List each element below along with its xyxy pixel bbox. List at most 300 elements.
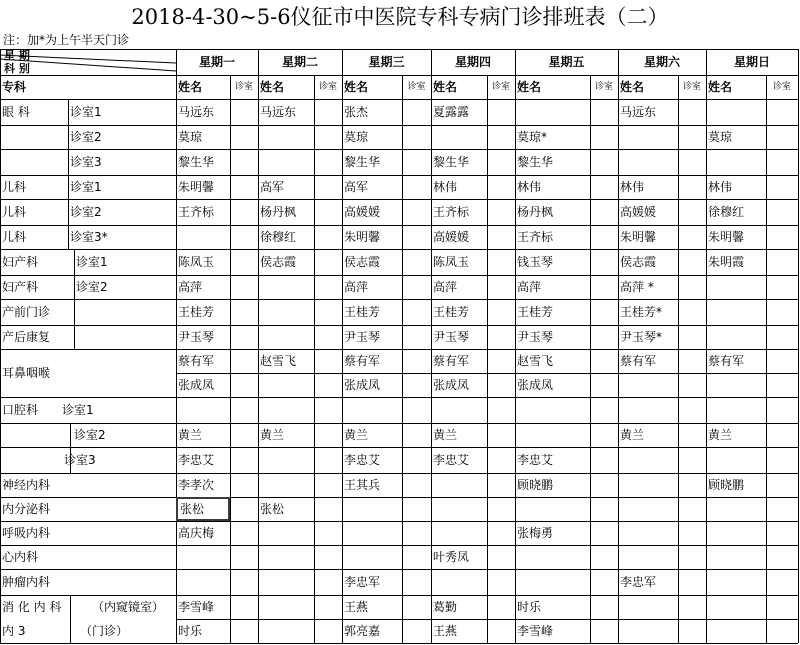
doctor-cell[interactable]: 张松 — [176, 497, 230, 521]
doctor-cell[interactable]: 尹玉琴 — [344, 330, 381, 344]
doctor-cell[interactable]: 王桂芳* — [620, 305, 663, 319]
doctor-cell[interactable]: 王齐标 — [178, 205, 215, 219]
room-cell[interactable] — [487, 149, 515, 175]
doctor-cell[interactable]: 林伟 — [433, 180, 458, 194]
dept-label[interactable]: 耳鼻咽喉 — [2, 366, 51, 380]
doctor-cell[interactable]: 林伟 — [620, 180, 645, 194]
room-cell[interactable] — [766, 595, 798, 619]
doctor-cell[interactable] — [431, 125, 487, 149]
doctor-cell[interactable] — [258, 569, 314, 595]
doctor-cell[interactable] — [176, 225, 230, 249]
doctor-cell[interactable]: 蔡有军 — [344, 354, 381, 368]
room-cell[interactable] — [487, 99, 515, 125]
doctor-cell[interactable]: 李忠军 — [620, 575, 657, 589]
room-cell[interactable] — [314, 619, 342, 643]
room-cell[interactable] — [230, 619, 258, 643]
room-cell[interactable] — [314, 521, 342, 545]
doctor-cell[interactable] — [176, 545, 230, 569]
doctor-cell[interactable] — [618, 397, 678, 423]
doctor-cell[interactable]: 高媛媛 — [344, 205, 381, 219]
dept-label[interactable]: 口腔科 — [2, 403, 39, 417]
doctor-cell[interactable]: 高媛媛 — [620, 205, 657, 219]
doctor-cell[interactable] — [258, 545, 314, 569]
room-cell[interactable] — [487, 225, 515, 249]
room-cell[interactable] — [314, 199, 342, 225]
doctor-cell[interactable]: 黎生华 — [433, 155, 470, 169]
room-cell[interactable] — [487, 595, 515, 619]
doctor-cell[interactable] — [258, 149, 314, 175]
room-cell[interactable] — [766, 423, 798, 447]
doctor-cell[interactable]: 尹玉琴* — [620, 330, 663, 344]
doctor-cell[interactable]: 张杰 — [344, 105, 369, 119]
room-cell[interactable] — [487, 325, 515, 349]
room-cell[interactable] — [402, 497, 431, 521]
room-label[interactable]: 诊室1 — [70, 180, 102, 194]
doctor-cell[interactable]: 马远东 — [620, 105, 657, 119]
room-cell[interactable] — [402, 619, 431, 643]
room-cell[interactable] — [230, 521, 258, 545]
doctor-cell[interactable]: 葛勤 — [433, 600, 458, 614]
room-cell[interactable] — [487, 545, 515, 569]
room-cell[interactable] — [314, 249, 342, 275]
room-cell[interactable] — [230, 225, 258, 249]
doctor-cell[interactable]: 蔡有军 — [433, 354, 470, 368]
doctor-cell[interactable]: 高媛媛 — [433, 230, 470, 244]
doctor-cell[interactable]: 高庆梅 — [178, 526, 215, 540]
room-cell[interactable] — [314, 595, 342, 619]
room-cell[interactable] — [314, 473, 342, 497]
room-label[interactable]: 诊室2 — [70, 205, 102, 219]
room-cell[interactable] — [590, 447, 618, 473]
doctor-cell[interactable] — [618, 595, 678, 619]
doctor-cell[interactable] — [618, 149, 678, 175]
doctor-cell[interactable] — [258, 125, 314, 149]
doctor-cell[interactable] — [515, 569, 590, 595]
doctor-cell[interactable]: 时乐 — [178, 624, 203, 638]
doctor-cell[interactable] — [431, 497, 487, 521]
room-cell[interactable] — [487, 249, 515, 275]
room-label[interactable]: 诊室2 — [74, 428, 106, 442]
doctor-cell[interactable]: 黄兰 — [260, 428, 285, 442]
room-header[interactable]: 诊室 — [682, 81, 701, 92]
doctor-cell[interactable] — [258, 619, 314, 643]
room-cell[interactable] — [402, 521, 431, 545]
room-cell[interactable] — [230, 125, 258, 149]
doctor-cell[interactable]: 张成凤 — [433, 378, 470, 392]
room-label[interactable]: 诊室2 — [76, 280, 108, 294]
room-cell[interactable] — [487, 569, 515, 595]
room-header[interactable]: 诊室 — [407, 81, 426, 92]
room-cell[interactable] — [230, 545, 258, 569]
dept-label[interactable]: 内 3 — [2, 624, 26, 638]
room-cell[interactable] — [590, 619, 618, 643]
room-cell[interactable] — [402, 225, 431, 249]
dept-label[interactable]: 产后康复 — [2, 330, 51, 344]
doctor-cell[interactable] — [431, 473, 487, 497]
room-cell[interactable] — [230, 275, 258, 299]
room-cell[interactable] — [230, 175, 258, 199]
room-cell[interactable] — [590, 99, 618, 125]
doctor-cell[interactable] — [706, 595, 766, 619]
doctor-cell[interactable] — [342, 497, 402, 521]
doctor-cell[interactable]: 莫琼 — [708, 130, 733, 144]
doctor-cell[interactable]: 王齐标 — [433, 205, 470, 219]
room-cell[interactable] — [678, 225, 706, 249]
doctor-cell[interactable]: 王燕 — [433, 624, 458, 638]
doctor-cell[interactable] — [706, 545, 766, 569]
doctor-cell[interactable] — [258, 473, 314, 497]
dept-label[interactable]: 眼 科 — [2, 105, 30, 119]
room-cell[interactable] — [230, 397, 258, 423]
doctor-cell[interactable]: 侯志霞 — [260, 255, 297, 269]
day-header[interactable]: 星期六 — [643, 55, 680, 69]
room-cell[interactable] — [590, 325, 618, 349]
room-cell[interactable] — [766, 569, 798, 595]
room-cell[interactable] — [766, 521, 798, 545]
doctor-cell[interactable] — [342, 397, 402, 423]
doctor-cell[interactable]: 高军 — [260, 180, 285, 194]
room-cell[interactable] — [487, 423, 515, 447]
doctor-cell[interactable]: 顾晓鹏 — [708, 478, 745, 492]
doctor-cell[interactable]: 朱明馨 — [344, 230, 381, 244]
doctor-cell[interactable]: 朱明馨 — [178, 180, 215, 194]
room-cell[interactable] — [230, 595, 258, 619]
doctor-cell[interactable]: 朱明馨 — [620, 230, 657, 244]
doctor-cell[interactable] — [618, 497, 678, 521]
room-cell[interactable] — [766, 545, 798, 569]
room-cell[interactable] — [402, 473, 431, 497]
room-cell[interactable] — [402, 349, 431, 397]
doctor-cell[interactable]: 马远东 — [178, 105, 215, 119]
room-cell[interactable] — [487, 299, 515, 325]
doctor-cell[interactable] — [706, 497, 766, 521]
room-cell[interactable] — [402, 325, 431, 349]
room-header[interactable]: 诊室 — [491, 81, 510, 92]
corner-label-week[interactable]: 星 期 — [4, 49, 30, 62]
room-cell[interactable] — [678, 397, 706, 423]
doctor-cell[interactable]: 李忠艾 — [517, 453, 554, 467]
day-header[interactable]: 星期三 — [368, 55, 405, 69]
doctor-cell[interactable] — [706, 447, 766, 473]
room-cell[interactable] — [230, 349, 258, 397]
room-cell[interactable] — [766, 473, 798, 497]
doctor-cell[interactable]: 赵雪飞 — [260, 354, 297, 368]
doctor-cell[interactable]: 黎生华 — [178, 155, 215, 169]
doctor-cell[interactable]: 尹玉琴 — [517, 330, 554, 344]
room-cell[interactable] — [590, 275, 618, 299]
day-header[interactable]: 星期四 — [454, 55, 491, 69]
room-cell[interactable] — [766, 125, 798, 149]
doctor-cell[interactable] — [618, 619, 678, 643]
doctor-cell[interactable]: 王其兵 — [344, 478, 381, 492]
room-cell[interactable] — [402, 249, 431, 275]
doctor-cell[interactable]: 李雪峰 — [178, 600, 215, 614]
doctor-cell[interactable] — [618, 473, 678, 497]
room-cell[interactable] — [678, 619, 706, 643]
doctor-cell[interactable]: 黄兰 — [708, 428, 733, 442]
doctor-cell[interactable] — [258, 373, 314, 397]
room-cell[interactable] — [230, 473, 258, 497]
doctor-cell[interactable]: 张成凤 — [344, 378, 381, 392]
room-cell[interactable] — [230, 299, 258, 325]
doctor-cell[interactable]: 王桂芳 — [517, 305, 554, 319]
room-cell[interactable] — [314, 397, 342, 423]
doctor-cell[interactable] — [706, 397, 766, 423]
doctor-cell[interactable]: 徐穆红 — [708, 205, 745, 219]
doctor-cell[interactable]: 林伟 — [517, 180, 542, 194]
room-cell[interactable] — [230, 249, 258, 275]
doctor-cell[interactable]: 高萍 — [517, 280, 542, 294]
room-cell[interactable] — [766, 249, 798, 275]
doctor-cell[interactable]: 王齐标 — [517, 230, 554, 244]
doctor-cell[interactable]: 夏露露 — [433, 105, 470, 119]
doctor-cell[interactable] — [706, 299, 766, 325]
doctor-cell[interactable]: 莫琼 — [344, 130, 369, 144]
dept-label[interactable]: 消 化 内 科 — [2, 600, 62, 614]
room-cell[interactable] — [766, 447, 798, 473]
doctor-cell[interactable]: 高萍 — [344, 280, 369, 294]
doctor-cell[interactable]: 侯志霞 — [620, 255, 657, 269]
doctor-cell[interactable] — [431, 521, 487, 545]
room-cell[interactable] — [402, 595, 431, 619]
room-cell[interactable] — [590, 125, 618, 149]
dept-label[interactable]: 妇产科 — [2, 255, 39, 269]
room-cell[interactable] — [766, 619, 798, 643]
day-header[interactable]: 星期日 — [733, 55, 770, 69]
doctor-cell[interactable]: 徐穆红 — [260, 230, 297, 244]
doctor-cell[interactable] — [515, 423, 590, 447]
doctor-cell[interactable]: 赵雪飞 — [517, 354, 554, 368]
doctor-cell[interactable] — [176, 397, 230, 423]
doctor-cell[interactable]: 张成凤 — [517, 378, 554, 392]
doctor-cell[interactable] — [706, 373, 766, 397]
doctor-cell[interactable] — [258, 447, 314, 473]
room-cell[interactable] — [314, 325, 342, 349]
room-cell[interactable] — [766, 275, 798, 299]
room-cell[interactable] — [678, 349, 706, 397]
doctor-cell[interactable] — [176, 569, 230, 595]
room-label[interactable]: （门诊） — [80, 624, 129, 638]
room-cell[interactable] — [314, 497, 342, 521]
room-cell[interactable] — [590, 569, 618, 595]
doctor-cell[interactable] — [342, 521, 402, 545]
doctor-cell[interactable] — [618, 125, 678, 149]
room-cell[interactable] — [402, 175, 431, 199]
room-cell[interactable] — [402, 299, 431, 325]
room-cell[interactable] — [766, 299, 798, 325]
room-cell[interactable] — [314, 225, 342, 249]
doctor-cell[interactable] — [515, 397, 590, 423]
doctor-cell[interactable]: 李忠艾 — [433, 453, 470, 467]
doctor-cell[interactable] — [706, 569, 766, 595]
room-cell[interactable] — [766, 199, 798, 225]
dept-label[interactable]: 神经内科 — [2, 478, 51, 492]
doctor-cell[interactable]: 李忠艾 — [178, 453, 215, 467]
room-cell[interactable] — [314, 447, 342, 473]
room-cell[interactable] — [314, 423, 342, 447]
doctor-cell[interactable]: 顾晓鹏 — [517, 478, 554, 492]
doctor-cell[interactable]: 蔡有军 — [708, 354, 745, 368]
name-header[interactable]: 姓名 — [260, 80, 285, 94]
room-cell[interactable] — [590, 497, 618, 521]
doctor-cell[interactable]: 张梅勇 — [517, 526, 554, 540]
day-header[interactable]: 星期一 — [198, 55, 235, 69]
doctor-cell[interactable]: 莫琼 — [178, 130, 203, 144]
doctor-cell[interactable]: 王燕 — [344, 600, 369, 614]
room-cell[interactable] — [402, 275, 431, 299]
day-header[interactable]: 星期五 — [548, 55, 585, 69]
room-cell[interactable] — [402, 99, 431, 125]
dept-header[interactable]: 专科 — [2, 80, 27, 94]
room-cell[interactable] — [314, 545, 342, 569]
doctor-cell[interactable] — [258, 275, 314, 299]
name-header[interactable]: 姓名 — [517, 80, 542, 94]
name-header[interactable]: 姓名 — [620, 80, 645, 94]
doctor-cell[interactable]: 黄兰 — [620, 428, 645, 442]
room-header[interactable]: 诊室 — [594, 81, 613, 92]
doctor-cell[interactable] — [618, 447, 678, 473]
room-cell[interactable] — [678, 545, 706, 569]
room-cell[interactable] — [487, 199, 515, 225]
doctor-cell[interactable] — [618, 545, 678, 569]
room-cell[interactable] — [402, 447, 431, 473]
room-cell[interactable] — [766, 349, 798, 397]
room-cell[interactable] — [487, 125, 515, 149]
doctor-cell[interactable] — [258, 397, 314, 423]
dept-label[interactable]: 产前门诊 — [2, 305, 51, 319]
dept-label[interactable]: 儿科 — [2, 205, 27, 219]
doctor-cell[interactable] — [258, 595, 314, 619]
room-cell[interactable] — [766, 149, 798, 175]
doctor-cell[interactable]: 李孝次 — [178, 478, 215, 492]
room-cell[interactable] — [590, 595, 618, 619]
room-cell[interactable] — [590, 397, 618, 423]
room-cell[interactable] — [402, 569, 431, 595]
doctor-cell[interactable]: 高萍 — [178, 280, 203, 294]
room-cell[interactable] — [314, 349, 342, 397]
room-label[interactable]: 诊室1 — [76, 255, 108, 269]
room-cell[interactable] — [230, 423, 258, 447]
room-cell[interactable] — [314, 569, 342, 595]
room-cell[interactable] — [678, 595, 706, 619]
room-cell[interactable] — [314, 125, 342, 149]
room-cell[interactable] — [402, 199, 431, 225]
room-cell[interactable] — [230, 99, 258, 125]
doctor-cell[interactable]: 朱明霞 — [708, 255, 745, 269]
room-cell[interactable] — [678, 423, 706, 447]
doctor-cell[interactable]: 王桂芳 — [344, 305, 381, 319]
room-cell[interactable] — [487, 521, 515, 545]
doctor-cell[interactable] — [431, 569, 487, 595]
room-cell[interactable] — [487, 497, 515, 521]
doctor-cell[interactable]: 叶秀凤 — [433, 550, 470, 564]
dept-label[interactable]: 呼吸内科 — [2, 526, 51, 540]
doctor-cell[interactable]: 尹玉琴 — [178, 330, 215, 344]
room-cell[interactable] — [678, 149, 706, 175]
doctor-cell[interactable] — [431, 397, 487, 423]
room-cell[interactable] — [678, 473, 706, 497]
room-label[interactable]: 诊室3* — [70, 230, 108, 244]
name-header[interactable]: 姓名 — [433, 80, 458, 94]
doctor-cell[interactable] — [515, 545, 590, 569]
doctor-cell[interactable]: 高军 — [344, 180, 369, 194]
doctor-cell[interactable]: 王桂芳 — [178, 305, 215, 319]
room-cell[interactable] — [590, 349, 618, 397]
room-cell[interactable] — [590, 225, 618, 249]
room-cell[interactable] — [678, 521, 706, 545]
doctor-cell[interactable]: 蔡有军 — [178, 354, 215, 368]
name-header[interactable]: 姓名 — [344, 80, 369, 94]
room-cell[interactable] — [678, 275, 706, 299]
room-cell[interactable] — [314, 149, 342, 175]
room-cell[interactable] — [678, 447, 706, 473]
corner-label-dept[interactable]: 科 别 — [4, 62, 30, 75]
room-cell[interactable] — [766, 99, 798, 125]
room-cell[interactable] — [678, 249, 706, 275]
room-cell[interactable] — [402, 397, 431, 423]
doctor-cell[interactable]: 李忠艾 — [344, 453, 381, 467]
room-cell[interactable] — [487, 473, 515, 497]
room-cell[interactable] — [590, 299, 618, 325]
day-header[interactable]: 星期二 — [281, 55, 318, 69]
room-cell[interactable] — [766, 497, 798, 521]
room-cell[interactable] — [590, 545, 618, 569]
doctor-cell[interactable]: 侯志霞 — [344, 255, 381, 269]
room-cell[interactable] — [678, 175, 706, 199]
dept-label[interactable]: 儿科 — [2, 230, 27, 244]
doctor-cell[interactable]: 黎生华 — [517, 155, 554, 169]
doctor-cell[interactable]: 林伟 — [708, 180, 733, 194]
dept-label[interactable]: 妇产科 — [2, 280, 39, 294]
room-cell[interactable] — [678, 99, 706, 125]
doctor-cell[interactable]: 张成凤 — [178, 378, 215, 392]
room-cell[interactable] — [590, 199, 618, 225]
dept-label[interactable]: 儿科 — [2, 180, 27, 194]
room-cell[interactable] — [230, 497, 258, 521]
room-cell[interactable] — [590, 473, 618, 497]
doctor-cell[interactable] — [618, 521, 678, 545]
doctor-cell[interactable]: 杨丹枫 — [260, 205, 297, 219]
room-label[interactable]: 诊室1 — [62, 403, 94, 417]
room-cell[interactable] — [230, 569, 258, 595]
room-label[interactable]: （内窥镜室） — [92, 600, 165, 614]
room-cell[interactable] — [678, 325, 706, 349]
room-cell[interactable] — [402, 149, 431, 175]
doctor-cell[interactable] — [515, 497, 590, 521]
room-cell[interactable] — [230, 149, 258, 175]
doctor-cell[interactable] — [706, 99, 766, 125]
room-header[interactable]: 诊室 — [234, 81, 253, 92]
doctor-cell[interactable] — [515, 99, 590, 125]
room-cell[interactable] — [590, 521, 618, 545]
room-cell[interactable] — [314, 99, 342, 125]
doctor-cell[interactable]: 李忠军 — [344, 575, 381, 589]
room-cell[interactable] — [590, 149, 618, 175]
room-cell[interactable] — [678, 497, 706, 521]
doctor-cell[interactable]: 黄兰 — [178, 428, 203, 442]
doctor-cell[interactable] — [258, 521, 314, 545]
doctor-cell[interactable]: 郭亮嘉 — [344, 624, 381, 638]
doctor-cell[interactable] — [706, 149, 766, 175]
name-header[interactable]: 姓名 — [708, 80, 733, 94]
doctor-cell[interactable]: 黄兰 — [433, 428, 458, 442]
room-cell[interactable] — [590, 423, 618, 447]
doctor-cell[interactable] — [342, 545, 402, 569]
room-cell[interactable] — [487, 349, 515, 397]
doctor-cell[interactable] — [706, 521, 766, 545]
room-cell[interactable] — [766, 325, 798, 349]
name-header[interactable]: 姓名 — [178, 80, 203, 94]
